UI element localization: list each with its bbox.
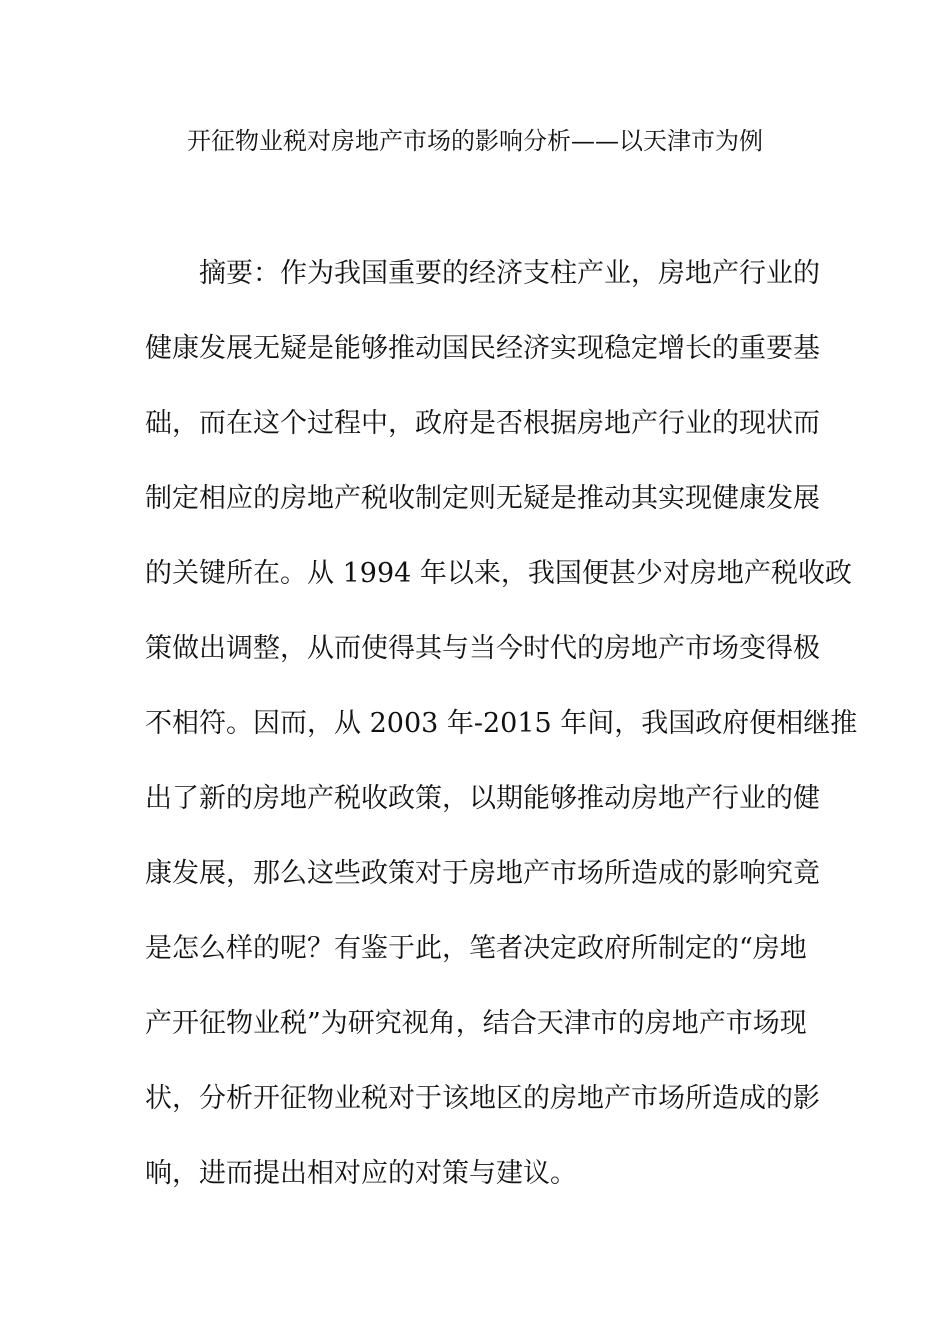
abstract-line-5: 的关键所在。从 1994 年以来，我国便甚少对房地产税收政 [145,558,852,589]
abstract-line-13: 响，进而提出相对应的对策与建议。 [145,1158,577,1189]
abstract-line-2: 健康发展无疑是能够推动国民经济实现稳定增长的重要基 [145,333,820,364]
abstract-line-11: 产开征物业税”为研究视角，结合天津市的房地产市场现 [145,1008,807,1039]
abstract-line-10: 是怎么样的呢？有鉴于此，笔者决定政府所制定的“房地 [145,933,807,964]
abstract-line-12: 状，分析开征物业税对于该地区的房地产市场所造成的影 [145,1083,820,1114]
abstract-line-1: 摘要：作为我国重要的经济支柱产业，房地产行业的 [199,258,820,289]
abstract-line-6: 策做出调整，从而使得其与当今时代的房地产市场变得极 [145,633,820,664]
abstract-line-3: 础，而在这个过程中，政府是否根据房地产行业的现状而 [145,408,820,439]
abstract-line-7: 不相符。因而，从 2003 年-2015 年间，我国政府便相继推 [145,708,858,739]
abstract-line-4: 制定相应的房地产税收制定则无疑是推动其实现健康发展 [145,483,820,514]
abstract-paragraph [145,250,858,1225]
abstract-line-8: 出了新的房地产税收政策，以期能够推动房地产行业的健 [145,783,820,814]
abstract-line-9: 康发展，那么这些政策对于房地产市场所造成的影响究竟 [145,858,820,889]
document-title: 开征物业税对房地产市场的影响分析——以天津市为例 [187,127,763,155]
